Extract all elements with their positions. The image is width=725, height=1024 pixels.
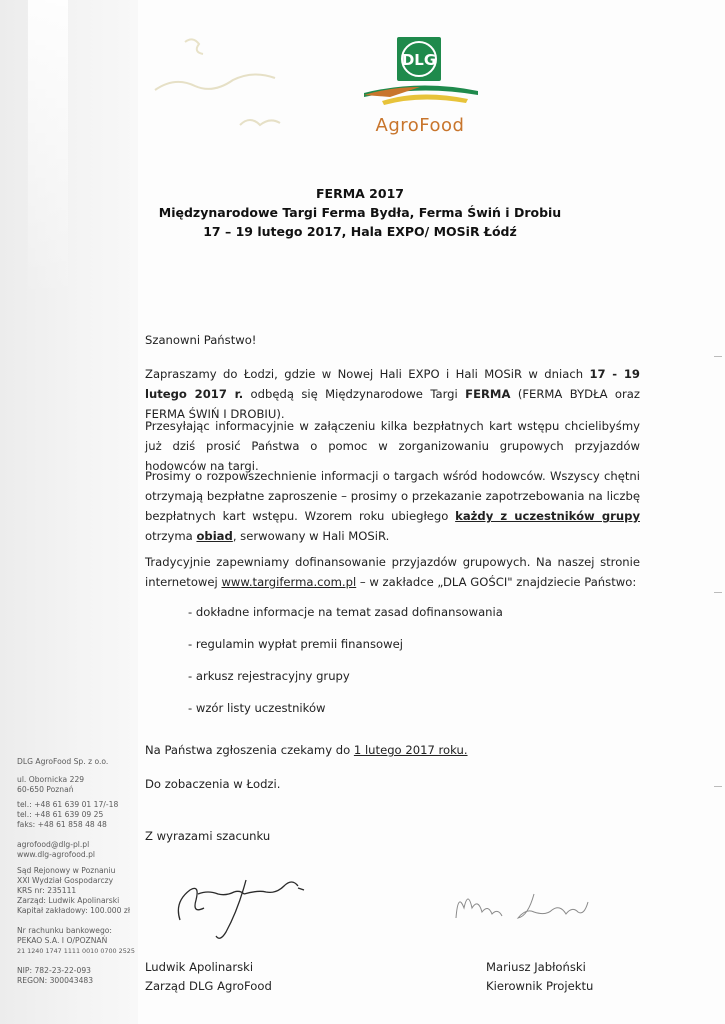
company-bank: Nr rachunku bankowego: PEKAO S.A. I O/POZNAŃ 21 1240 1747 1111 0010 0700 2525 [17, 926, 135, 955]
list-item: - wzór listy uczestników [188, 701, 326, 715]
paragraph-1: Zapraszamy do Łodzi, gdzie w Nowej Hali EXPO i Hali MOSiR w dniach 17 - 19 lutego 2017 r. odbędą się Międzynarodowe Targi FERMA (FERMA BYDŁA oraz FERMA ŚWIŃ I DROBIU). [145, 367, 640, 421]
paragraph-6: Do zobaczenia w Łodzi. [145, 777, 281, 791]
heading-line-1: FERMA 2017 [316, 186, 404, 201]
scan-mark [714, 356, 722, 357]
signature-block-right [486, 958, 593, 996]
scan-mark [714, 592, 722, 593]
dlg-agrofood-logo [360, 35, 480, 145]
faint-handwritten-note [145, 30, 315, 140]
bullet-list [188, 602, 588, 730]
company-registry: Sąd Rejonowy w Poznaniu XXI Wydział Gospodarczy KRS nr: 235111 Zarząd: Ludwik Apolinarski Kapitał zakładowy: 100.000 zł [17, 866, 131, 915]
signature-left [160, 860, 320, 945]
company-web: agrofood@dlg-pl.pl www.dlg-agrofood.pl [17, 840, 96, 859]
paragraph-4: Tradycyjnie zapewniamy dofinansowanie przyjazdów grupowych. Na naszej stronie internetowej www.targiferma.com.pl – w zakładce „DLA GOŚCI" znajdziecie Państwo: [145, 555, 640, 589]
company-phones: tel.: +48 61 639 01 17/-18 tel.: +48 61 639 09 25 faks: +48 61 858 48 48 [17, 800, 119, 829]
scan-mark [714, 786, 722, 787]
heading-line-2: Międzynarodowe Targi Ferma Bydła, Ferma Świń i Drobiu [158, 205, 562, 220]
salutation: Szanowni Państwo! [145, 333, 257, 347]
paragraph-5: Na Państwa zgłoszenia czekamy do 1 lutego 2017 roku. [145, 743, 468, 757]
website-link[interactable]: www.targiferma.com.pl [221, 575, 357, 589]
company-address: ul. Obornicka 229 60-650 Poznań [17, 775, 85, 794]
closing: Z wyrazami szacunku [145, 829, 271, 843]
signer-name: Ludwik Apolinarski [145, 960, 254, 974]
heading-line-3: 17 – 19 lutego 2017, Hala EXPO/ MOSiR Łódź [203, 224, 517, 239]
dlg-logo-icon [360, 35, 480, 115]
signer-role: Zarząd DLG AgroFood [145, 979, 272, 993]
signature-block-left [145, 958, 272, 996]
svg-text:DLG: DLG [401, 51, 437, 69]
paragraph-3: Prosimy o rozpowszechnienie informacji o targach wśród hodowców. Wszyscy chętni otrzymają bezpłatne zaproszenie – prosimy o przekazanie zapotrzebowania na liczbę bezpłatnych kart wstępu. Wzorem roku ubiegłego każdy z uczestników grupy otrzyma obiad, serwowany w Hali MOSiR. [145, 469, 640, 543]
signer-role: Kierownik Projektu [486, 979, 594, 993]
scan-strip [28, 0, 68, 300]
list-item: - regulamin wypłat premii finansowej [188, 637, 403, 651]
event-heading [150, 184, 570, 241]
list-item: - arkusz rejestracyjny grupy [188, 669, 350, 683]
signer-name: Mariusz Jabłoński [486, 960, 586, 974]
agrofood-wordmark: AgroFood [375, 115, 465, 136]
company-name: DLG AgroFood Sp. z o.o. [17, 757, 109, 766]
list-item: - dokładne informacje na temat zasad dofinansowania [188, 605, 503, 619]
company-ids: NIP: 782-23-22-093 REGON: 300043483 [17, 966, 94, 985]
signature-right [450, 880, 610, 930]
paragraph-2: Przesyłając informacyjnie w załączeniu kilka bezpłatnych kart wstępu chcielibyśmy już dziś prosić Państwa o pomoc w zorganizowaniu grupowych przyjazdów hodowców na targi. [145, 419, 640, 473]
